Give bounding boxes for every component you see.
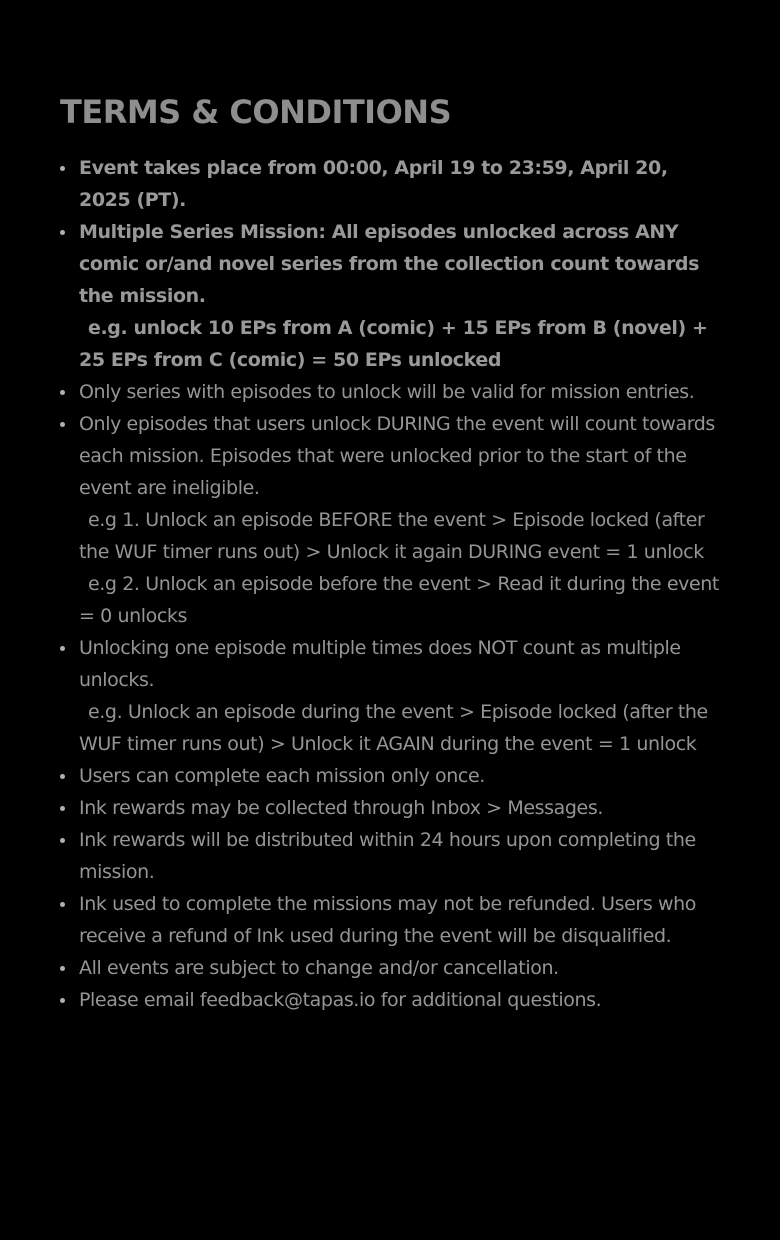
term-text: Event takes place from 00:00, April 19 to 23:59, April 20, 2025 (PT). — [79, 157, 668, 211]
term-text: Unlocking one episode multiple times does NOT count as multiple unlocks. — [79, 637, 681, 691]
term-text: All events are subject to change and/or cancellation. — [79, 957, 559, 979]
term-text: Ink used to complete the missions may not be refunded. Users who receive a refund of Ink used during the event will be disqualified. — [79, 893, 696, 947]
term-text: Ink rewards may be collected through Inbox > Messages. — [79, 797, 603, 819]
term-text: Multiple Series Mission: All episodes unlocked across ANY comic or/and novel series from the collection count towards the mission. — [79, 221, 700, 307]
term-event-dates — [60, 152, 725, 216]
term-example: e.g 2. Unlock an episode before the event > Read it during the event = 0 unlocks — [79, 573, 719, 627]
term-example: e.g 1. Unlock an episode BEFORE the event > Episode locked (after the WUF timer runs out) > Unlock it again DURING event = 1 unlock — [79, 509, 705, 563]
terms-section — [60, 92, 725, 1016]
term-multiple-unlocks — [60, 632, 725, 760]
term-ink-collection — [60, 792, 725, 824]
term-text: Ink rewards will be distributed within 24 hours upon completing the mission. — [79, 829, 696, 883]
term-subject-to-change — [60, 952, 725, 984]
term-contact-email — [60, 984, 725, 1016]
term-text: Please email feedback@tapas.io for additional questions. — [79, 989, 602, 1011]
term-refund-policy — [60, 888, 725, 952]
term-example: e.g. unlock 10 EPs from A (comic) + 15 EPs from B (novel) + 25 EPs from C (comic) = 50 EPs unlocked — [79, 317, 708, 371]
page-title: TERMS & CONDITIONS — [60, 93, 452, 131]
term-valid-series — [60, 376, 725, 408]
term-multiple-series-mission — [60, 216, 725, 376]
term-text: Users can complete each mission only once. — [79, 765, 485, 787]
term-unlock-during-event — [60, 408, 725, 632]
terms-list — [60, 152, 725, 1016]
term-ink-distribution — [60, 824, 725, 888]
term-text: Only episodes that users unlock DURING the event will count towards each mission. Episodes that were unlocked prior to the start of the event are ineligible. — [79, 413, 715, 499]
term-example: e.g. Unlock an episode during the event > Episode locked (after the WUF timer runs out) > Unlock it AGAIN during the event = 1 unlock — [79, 701, 708, 755]
term-complete-once — [60, 760, 725, 792]
term-text: Only series with episodes to unlock will be valid for mission entries. — [79, 381, 695, 403]
